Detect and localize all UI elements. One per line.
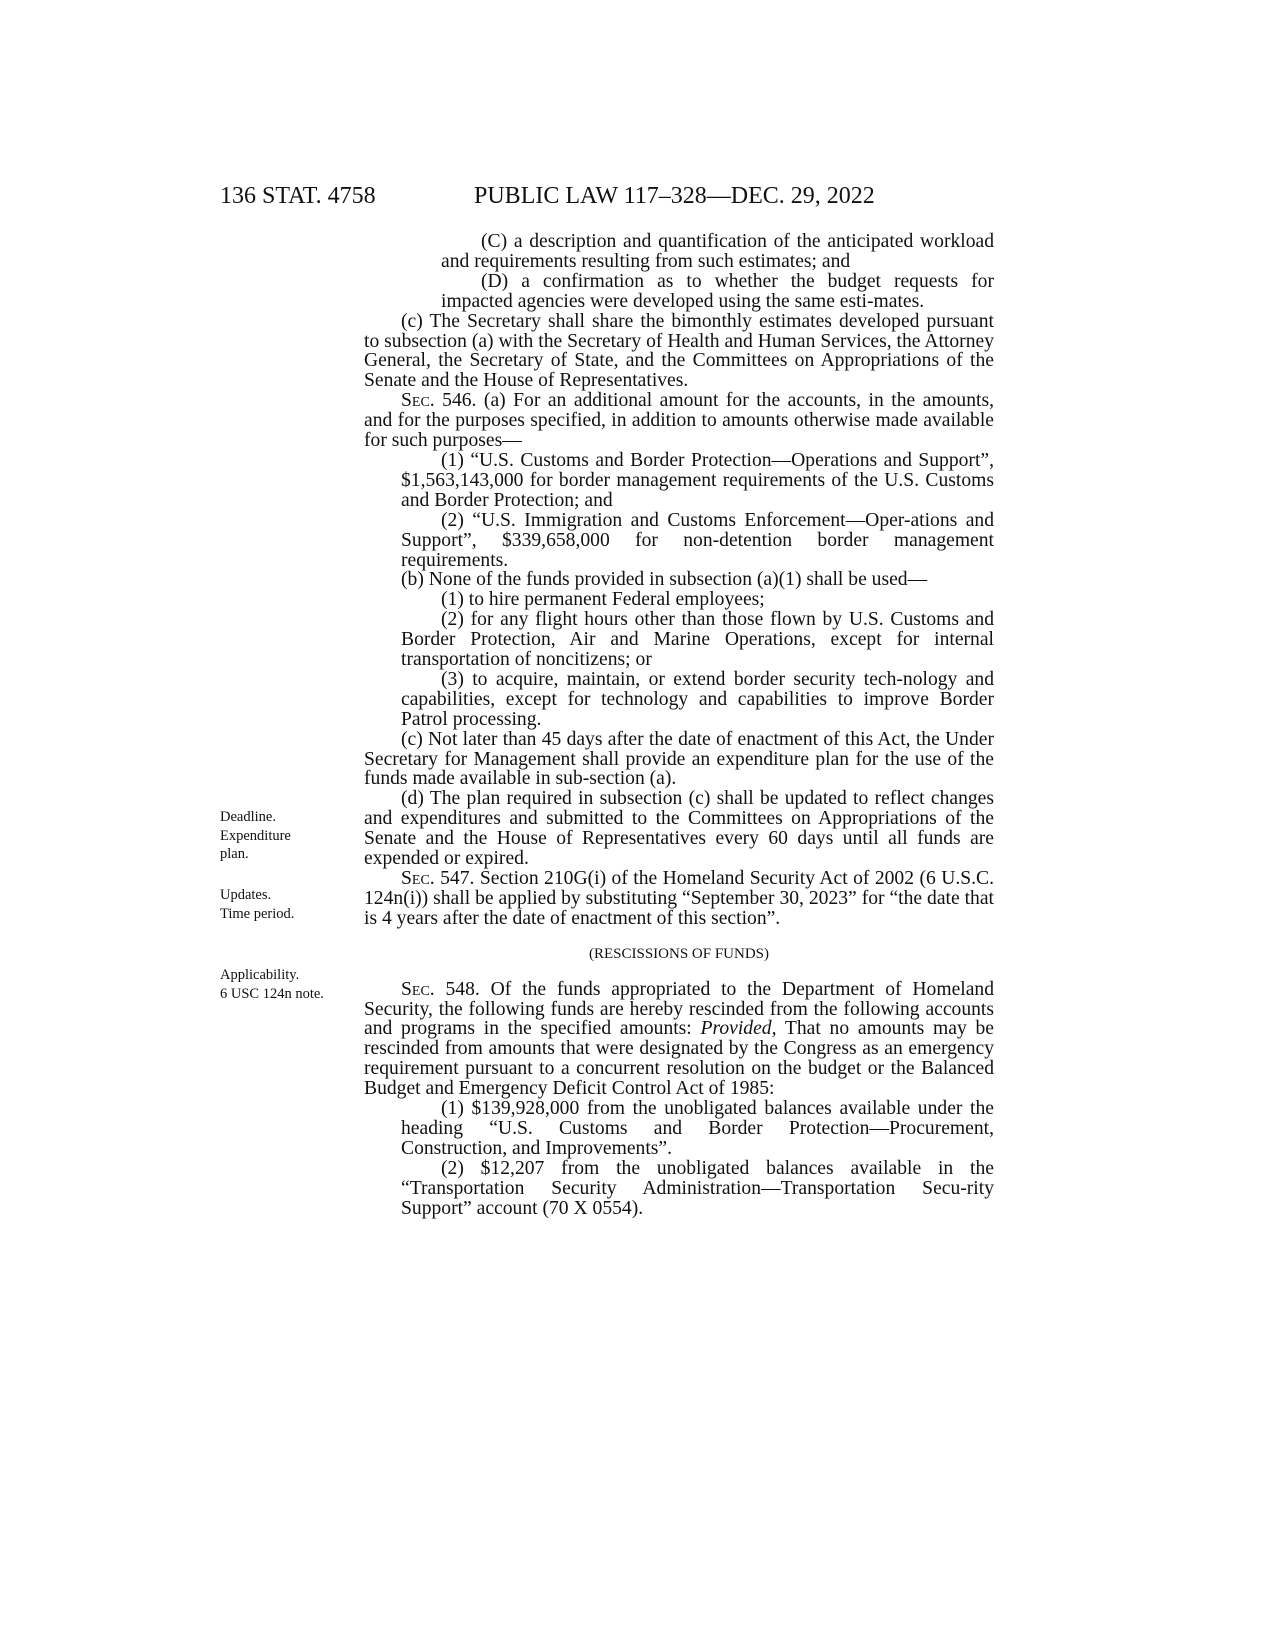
margin-note-line: plan. <box>220 846 249 862</box>
section-548 <box>364 980 994 1099</box>
paragraph: (2) “U.S. Immigration and Customs Enforcement—Oper-ations and Support”, $339,658,000 for non-detention border management requirements. <box>401 509 994 571</box>
margin-note-deadline <box>220 808 350 864</box>
paragraph: (D) a confirmation as to whether the budget requests for impacted agencies were developed using the same esti-mates. <box>441 270 994 312</box>
paragraph: (1) $139,928,000 from the unobligated balances available under the heading “U.S. Customs and Border Protection—Procurement, Construction, and Improvements”. <box>401 1098 994 1159</box>
section-text: (a) For an additional amount for the accounts, in the amounts, and for the purposes specified, in addition to amounts otherwise made available for such purposes— <box>364 390 994 452</box>
margin-note-line: Updates. <box>220 887 272 903</box>
paragraph: (1) “U.S. Customs and Border Protection—Operations and Support”, $1,563,143,000 for border management requirements of the U.S. Customs and Border Protection; and <box>401 449 994 511</box>
section-547 <box>364 869 994 929</box>
paragraph: (c) The Secretary shall share the bimonthly estimates developed pursuant to subsection (a) with the Secretary of Health and Human Services, the Attorney General, the Secretary of State, and the Committees on Appropriations of the Senate and the House of Representatives. <box>364 310 994 392</box>
paragraph: (1) to hire permanent Federal employees; <box>441 589 765 611</box>
paragraph: (3) to acquire, maintain, or extend border security tech-nology and capabilities, except for technology and capabilities to improve Border Patrol processing. <box>401 668 994 730</box>
section-text: That no amounts may be rescinded from amounts that were designated by the Congress as an emergency requirement pursuant to a concurrent resolution on the budget or the Balanced Budget and Emergency Deficit Control Act of 1985: <box>364 1018 994 1100</box>
provided-italic: Provided, <box>700 1018 777 1040</box>
paragraph: (2) for any flight hours other than those flown by U.S. Customs and Border Protection, Air and Marine Operations, except for internal transportation of noncitizens; or <box>401 609 994 671</box>
statute-body <box>364 232 994 1219</box>
margin-note-line: Time period. <box>220 905 295 922</box>
margin-note-line: Applicability. <box>220 967 300 983</box>
section-text: Section 210G(i) of the Homeland Security Act of 2002 (6 U.S.C. 124n(i)) shall be applied by substituting “September 30, 2023” for “the date that is 4 years after the date of enactment of this section”. <box>364 868 995 929</box>
margin-note-line: Expenditure <box>220 827 291 844</box>
page-header-title: PUBLIC LAW 117–328—DEC. 29, 2022 <box>474 183 875 209</box>
paragraph: (c) Not later than 45 days after the date of enactment of this Act, the Under Secretary for Management shall provide an expenditure plan for the use of the funds made available in sub-section (a). <box>364 728 994 790</box>
section-546 <box>364 391 994 451</box>
section-text: Of the funds appropriated to the Department of Homeland Security, the following funds are hereby rescinded from the following accounts and programs in the specified amounts: <box>364 978 995 1040</box>
paragraph: (2) $12,207 from the unobligated balances available in the “Transportation Security Administration—Transportation Secu-rity Support” account (70 X 0554). <box>401 1157 994 1219</box>
margin-note-applicability <box>220 966 350 1003</box>
paragraph: (d) The plan required in subsection (c) shall be updated to reflect changes and expenditures and submitted to the Committees on Appropriations of the Senate and the House of Representatives every 60 days until all funds are expended or expired. <box>364 788 994 870</box>
margin-note-line: Deadline. <box>220 809 276 825</box>
paragraph: (b) None of the funds provided in subsection (a)(1) shall be used— <box>401 569 928 591</box>
paragraph: (C) a description and quantification of the anticipated workload and requirements resulting from such estimates; and <box>441 231 994 272</box>
page-stat-number: 136 STAT. 4758 <box>220 183 376 209</box>
margin-note-updates <box>220 886 350 923</box>
section-label: Sec. 546. <box>401 390 477 412</box>
section-label: Sec. 547. <box>401 868 475 889</box>
section-label: Sec. 548. <box>401 978 480 1000</box>
margin-note-line: 6 USC 124n note. <box>220 985 324 1002</box>
rescissions-heading: (RESCISSIONS OF FUNDS) <box>588 945 770 962</box>
